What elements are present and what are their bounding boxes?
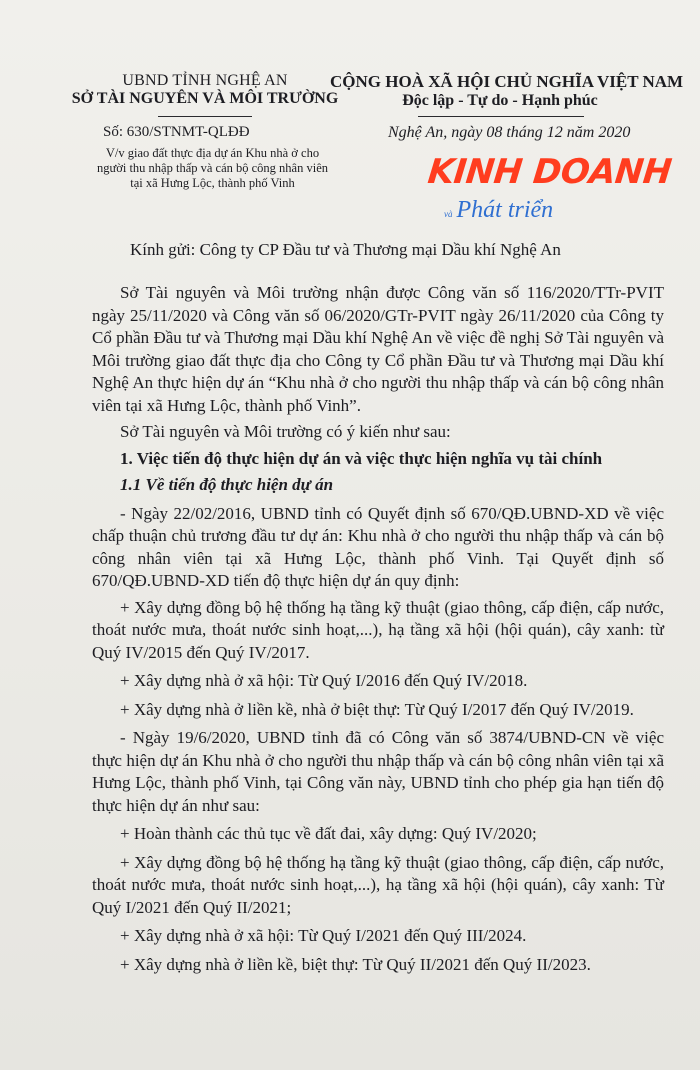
paragraph-opinion: Sở Tài nguyên và Môi trường có ý kiến như sau: [120,422,451,441]
watermark-logo-small: và [444,209,453,219]
issuer-block [70,72,340,108]
document-number: Số: 630/STNMT-QLĐĐ [103,124,250,140]
heading-section-1-1: 1.1 Về tiến độ thực hiện dự án [120,475,334,494]
paragraph-dispatch-3874: - Ngày 19/6/2020, UBND tỉnh đã có Công văn số 3874/UBND-CN về việc thực hiện dự án Khu nhà ở cho người thu nhập thấp và cán bộ công nhân viên tại xã Hưng Lộc, thành phố Vinh, tại Công văn này, UBND tỉnh cho phép gia hạn tiến độ thực hiện dự án như sau: [92,728,664,815]
item-social-housing-original: + Xây dựng nhà ở xã hội: Từ Quý I/2016 đến Quý IV/2018. [120,671,528,690]
item-infrastructure-extended: + Xây dựng đồng bộ hệ thống hạ tầng kỹ thuật (giao thông, cấp điện, cấp nước, thoát nước mưa, thoát nước sinh hoạt,...), hạ tầng xã hội (hội quán), cây xanh: Từ Quý I/2021 đến Quý II/2021; [92,852,664,917]
issuer-department: SỞ TÀI NGUYÊN VÀ MÔI TRƯỜNG [71,90,339,107]
watermark-logo-title: KINH DOANH [425,152,674,192]
recipient: Kính gửi: Công ty CP Đầu tư và Thương mại Dầu khí Nghệ An [130,240,561,259]
heading-section-1: 1. Việc tiến độ thực hiện dự án và việc thực hiện nghĩa vụ tài chính [120,448,603,468]
country-name: CỘNG HOÀ XÃ HỘI CHỦ NGHĨA VIỆT NAM [330,72,684,91]
item-villas-original: + Xây dựng nhà ở liền kề, nhà ở biệt thự: Từ Quý I/2017 đến Quý IV/2019. [120,699,634,719]
item-social-housing-extended: + Xây dựng nhà ở xã hội: Từ Quý I/2021 đến Quý III/2024. [120,926,527,945]
paragraph-intro: Sở Tài nguyên và Môi trường nhận được Công văn số 116/2020/TTr-PVIT ngày 25/11/2020 và Công văn số 06/2020/GTr-PVIT ngày 26/11/2020 của Công ty Cổ phần Đầu tư và Thương mại Dầu khí Nghệ An về việc đề nghị Sở Tài nguyên và Môi trường giao đất thực địa cho Công ty Cổ phần Đầu tư và Thương mại Dầu khí Nghệ An thực hiện dự án “Khu nhà ở cho người thu nhập thấp và cán bộ công nhân viên tại xã Hưng Lộc, thành phố Vinh”. [92,283,664,415]
issuer-underline [158,116,252,117]
paragraph-decision-670: - Ngày 22/02/2016, UBND tỉnh có Quyết định số 670/QĐ.UBND-XD về việc chấp thuận chủ trương đầu tư dự án: Khu nhà ở cho người thu nhập thấp và cán bộ công nhân viên tại xã Hưng Lộc, thành phố Vinh. Tại Quyết định số 670/QĐ.UBND-XD tiến độ thực hiện dự án quy định: [92,503,664,590]
item-infrastructure-original: + Xây dựng đồng bộ hệ thống hạ tầng kỹ thuật (giao thông, cấp điện, cấp nước, thoát nước mưa, thoát nước sinh hoạt,...), hạ tầng xã hội (hội quán), cây xanh: từ Quý IV/2015 đến Quý IV/2017. [92,597,664,662]
watermark-logo-subtitle [444,197,553,224]
place-date: Nghệ An, ngày 08 tháng 12 năm 2020 [388,124,631,141]
item-land-procedures: + Hoàn thành các thủ tục về đất đai, xây dựng: Quý IV/2020; [120,824,537,843]
item-villas-extended: + Xây dựng nhà ở liền kề, biệt thự: Từ Quý II/2021 đến Quý II/2023. [120,954,591,974]
issuer-province: UBND TỈNH NGHỆ AN [122,72,288,89]
motto: Độc lập - Tự do - Hạnh phúc [402,92,598,109]
document-subject: V/v giao đất thực địa dự án Khu nhà ở cho người thu nhập thấp và cán bộ công nhân viên tại xã Hưng Lộc, thành phố Vinh [96,146,329,190]
motto-underline [418,116,584,117]
body-text [92,282,664,976]
watermark-logo-big: Phát triển [456,197,554,223]
national-motto-block [330,72,684,110]
